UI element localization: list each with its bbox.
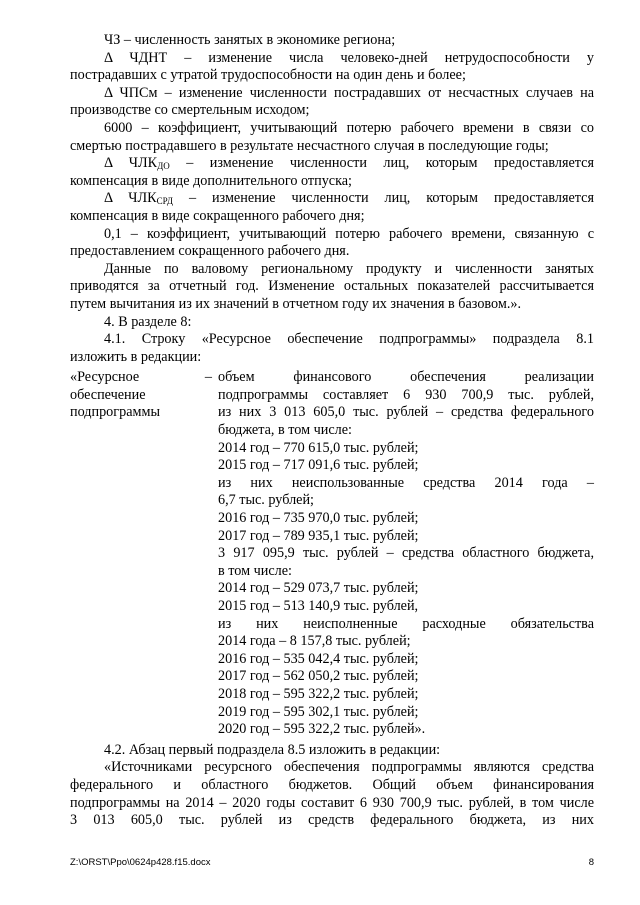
resource-value-cell bbox=[218, 369, 594, 738]
resource-label-line: подпрограммы bbox=[70, 404, 160, 421]
paragraph-data-note: Данные по валовому региональному продукту и численности занятых приводятся за отчетный год. Изменение остальных показателей рассчитывается путем вычитания из их значений в отчетном году их значения в базовом.». bbox=[70, 260, 594, 312]
resource-value-line: подпрограммы составляет 6 930 700,9 тыс. рублей, bbox=[218, 386, 594, 403]
resource-value-line: 6,7 тыс. рублей; bbox=[218, 492, 314, 509]
paragraph-6000: 6000 – коэффициент, учитывающий потерю рабочего времени в связи со смертью пострадавшего в результате несчастного случая в последующие годы; bbox=[70, 119, 594, 154]
resource-value-line: 2014 года – 8 157,8 тыс. рублей; bbox=[218, 633, 411, 650]
page-number: 8 bbox=[588, 857, 594, 868]
section-8-heading: 4. В разделе 8: bbox=[104, 313, 192, 330]
file-path: Z:\ORST\Ppo\0624p428.f15.docx bbox=[70, 857, 211, 868]
resource-label-line: «Ресурсное bbox=[70, 369, 140, 386]
resource-value-line: 2014 год – 529 073,7 тыс. рублей; bbox=[218, 580, 419, 597]
resource-value-line: бюджета, в том числе: bbox=[218, 422, 352, 439]
resource-value-line: 2015 год – 717 091,6 тыс. рублей; bbox=[218, 457, 419, 474]
resource-value-line: 2016 год – 735 970,0 тыс. рублей; bbox=[218, 510, 419, 527]
resource-value-line: 2016 год – 535 042,4 тыс. рублей; bbox=[218, 650, 419, 667]
resource-table-row bbox=[70, 369, 594, 738]
resource-label-line: обеспечение bbox=[70, 386, 146, 403]
document-body bbox=[70, 32, 594, 830]
resource-value-line: 2015 год – 513 140,9 тыс. рублей, bbox=[218, 598, 419, 614]
resource-value-line: 2014 год – 770 615,0 тыс. рублей; bbox=[218, 439, 419, 456]
page-footer bbox=[70, 857, 594, 868]
paragraph-4-2: 4.2. Абзац первый подраздела 8.5 изложить в редакции: bbox=[104, 741, 441, 758]
paragraph-chlk-srd: Δ $ЧЛК_{СРД}$ – изменение численности лиц, которым предоставляется компенсация в виде сокращенного рабочего дня; bbox=[70, 190, 594, 224]
paragraph-chz: ЧЗ – численность занятых в экономике региона; bbox=[104, 32, 396, 48]
resource-dash: – bbox=[204, 369, 212, 386]
resource-value-line: объем финансового обеспечения реализации bbox=[218, 369, 594, 386]
resource-value-line: 2018 год – 595 322,2 тыс. рублей; bbox=[218, 685, 419, 702]
resource-value-line: 3 917 095,9 тыс. рублей – средства областного бюджета, bbox=[218, 545, 594, 562]
paragraph-chdnt: Δ ЧДНТ – изменение числа человеко-дней нетрудоспособности у пострадавших с утратой трудоспособности на один день и более; bbox=[70, 49, 594, 84]
resource-value-line: 2019 год – 595 302,1 тыс. рублей; bbox=[218, 703, 419, 720]
paragraph-4-1: 4.1. Строку «Ресурсное обеспечение подпрограммы» подраздела 8.1 изложить в редакции: bbox=[70, 331, 594, 365]
resource-value-line: 2020 год – 595 322,2 тыс. рублей». bbox=[218, 721, 426, 738]
resource-value-line: из них 3 013 605,0 тыс. рублей – средства федерального bbox=[218, 404, 594, 421]
resource-value-line: из них неисполненные расходные обязательства bbox=[218, 615, 594, 632]
resource-value-line: в том числе: bbox=[218, 562, 292, 579]
paragraph-chlk-do: Δ $ЧЛК_{ДО}$ – изменение численности лиц, которым предоставляется компенсация в виде дополнительного отпуска; bbox=[70, 155, 594, 189]
resource-value-line: 2017 год – 789 935,1 тыс. рублей; bbox=[218, 527, 419, 544]
resource-value-line: 2017 год – 562 050,2 тыс. рублей; bbox=[218, 668, 419, 685]
paragraph-chpsm: Δ ЧПСм – изменение численности пострадавших от несчастных случаев на производстве со смертельным исходом; bbox=[70, 84, 594, 119]
paragraph-sources: «Источниками ресурсного обеспечения подпрограммы являются средства федерального и областного бюджетов. Общий объем финансирования подпрограммы на 2014 – 2020 годы составит 6 930 700,9 тыс. рублей, в том числе 3 013 605,0 тыс. рублей из средств федерального бюджета, из них bbox=[70, 759, 594, 829]
paragraph-coef-01: 0,1 – коэффициент, учитывающий потерю рабочего времени, связанную с предоставлением сокращенного рабочего дня. bbox=[70, 225, 594, 260]
resource-value-line: из них неиспользованные средства 2014 года – bbox=[218, 474, 594, 491]
resource-label-cell bbox=[70, 369, 218, 738]
